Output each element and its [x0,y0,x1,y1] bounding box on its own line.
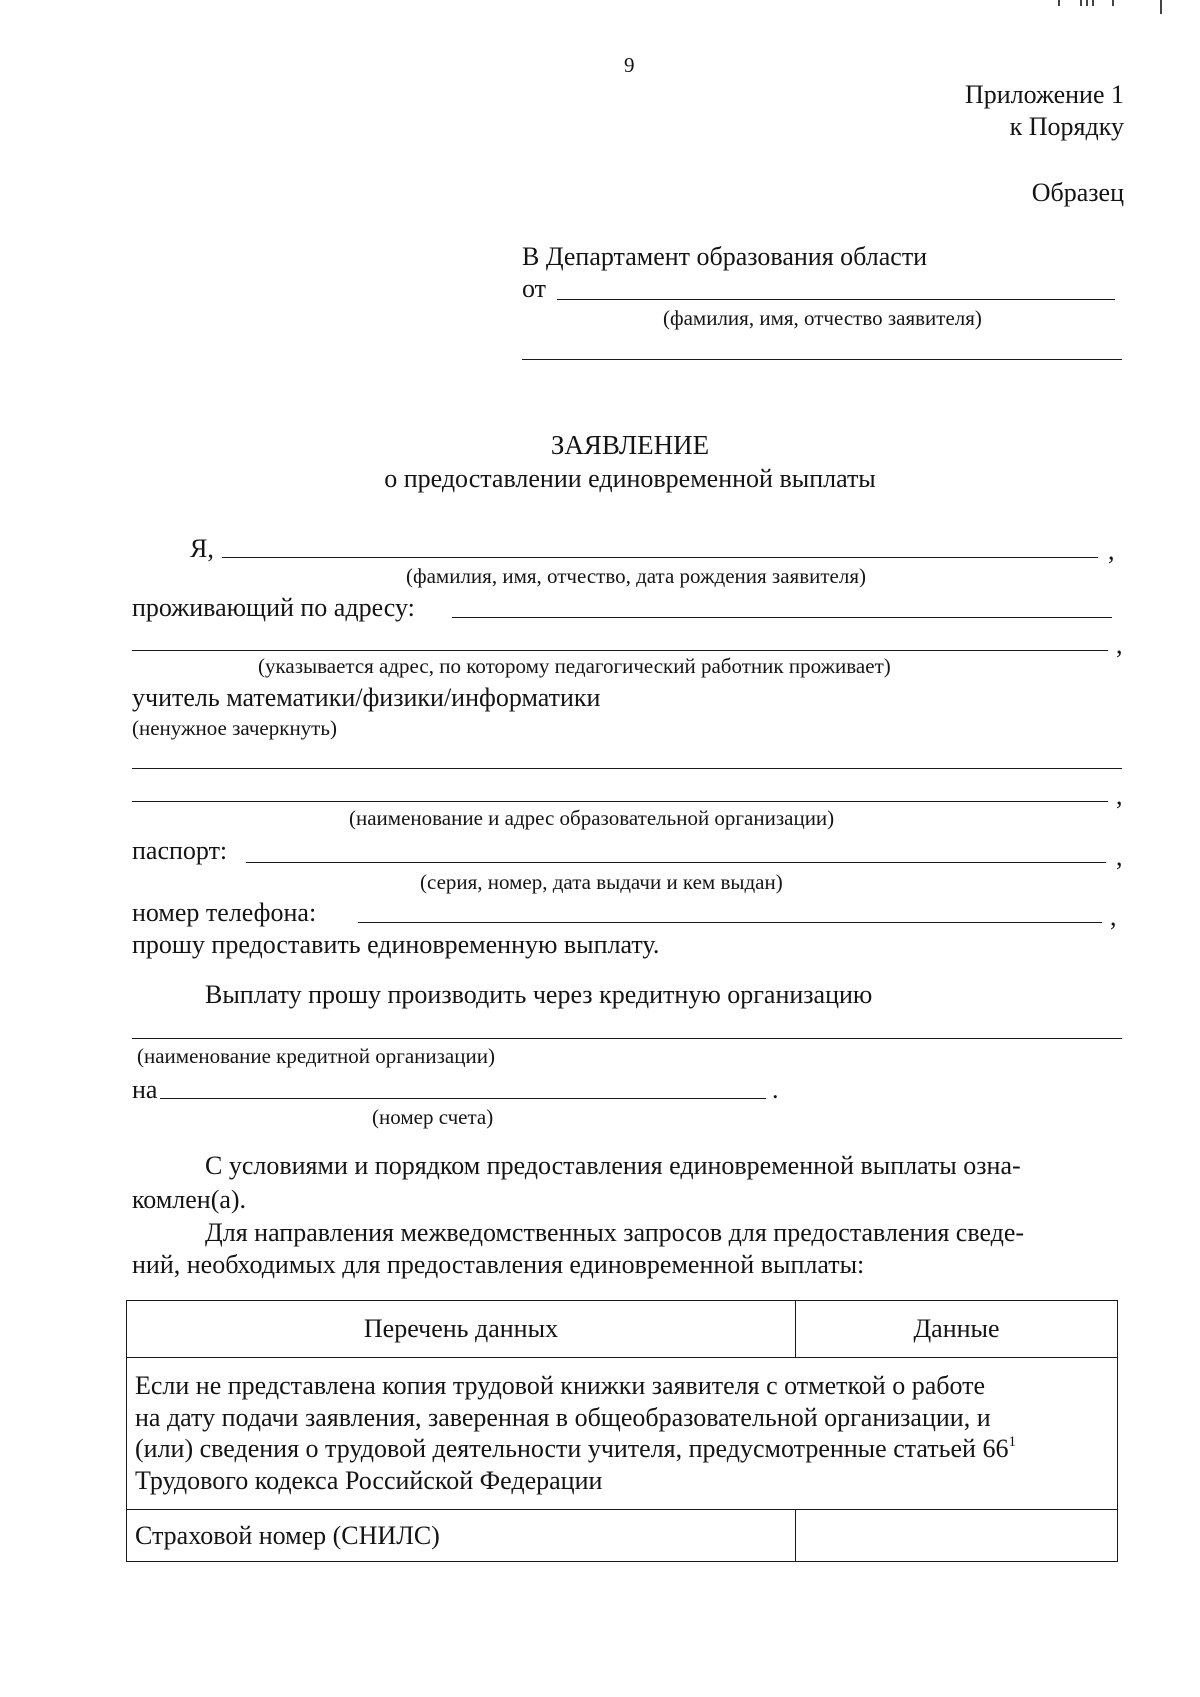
organization-field-2[interactable] [132,801,1108,802]
article-superscript: 1 [1008,1434,1016,1451]
work-record-cell [127,1358,1118,1510]
from-hint: (фамилия, имя, отчество заявителя) [663,306,982,330]
acquainted-line-1: С условиями и порядком предоставления единовременной выплаты озна- [205,1151,1021,1180]
address-hint: (указывается адрес, по которому педагогический работник проживает) [258,654,891,678]
scan-edge-marks [1000,0,1200,8]
on-label: на [132,1075,158,1104]
passport-field[interactable] [246,862,1106,863]
phone-label: номер телефона: [132,898,317,927]
data-table [126,1300,1118,1562]
applicant-name-field[interactable] [222,557,1098,558]
addressee-department: В Департамент образования области [522,242,928,271]
acquainted-line-2: комлен(а). [132,1185,247,1214]
work-record-line-2: на дату подачи заявления, заверенная в общеобразовательной организации, и [135,1402,991,1432]
snils-value-cell[interactable] [796,1509,1118,1561]
from-label: от [522,274,547,303]
document-title: ЗАЯВЛЕНИЕ [550,430,710,460]
organization-comma: , [1116,781,1123,810]
appendix-label: Приложение 1 [964,80,1124,109]
phone-field[interactable] [358,922,1102,923]
bank-hint: (наименование кредитной организации) [137,1044,495,1068]
table-row [127,1509,1118,1561]
column-header-data-list: Перечень данных [127,1301,796,1358]
document-subtitle: о предоставлении единовременной выплаты [384,464,876,493]
organization-field-1[interactable] [132,768,1122,769]
account-hint: (номер счета) [372,1105,494,1129]
work-record-line-4: Трудового кодекса Российской Федерации [135,1466,603,1496]
from-extra-field[interactable] [522,359,1122,360]
address-field-2[interactable] [132,650,1108,651]
passport-label: паспорт: [132,836,228,865]
passport-comma: , [1116,842,1123,871]
payment-through-text: Выплату прошу производить через кредитную организацию [205,980,873,1009]
cross-out-hint: (ненужное зачеркнуть) [132,716,337,740]
work-record-line-1: Если не представлена копия трудовой книжки заявителя с отметкой о работе [135,1371,986,1400]
appendix-to-label: к Порядку [1009,112,1124,141]
address-label: проживающий по адресу: [132,593,415,622]
requests-line-2: ний, необходимых для предоставления единовременной выплаты: [132,1250,865,1279]
snils-label-cell: Страховой номер (СНИЛС) [127,1509,796,1561]
passport-hint: (серия, номер, дата выдачи и кем выдан) [420,870,783,894]
organization-hint: (наименование и адрес образовательной организации) [349,806,835,830]
from-name-field[interactable] [557,299,1115,300]
requests-line-1: Для направления межведомственных запросов для предоставления сведе- [205,1218,1025,1247]
work-record-line-3: (или) сведения о трудовой деятельности учителя, предусмотренные статьей 66 [135,1434,1009,1464]
table-row [127,1358,1118,1510]
table-header-row [127,1301,1118,1358]
account-number-field[interactable] [160,1098,766,1099]
request-text: прошу предоставить единовременную выплату. [132,930,660,959]
name-hint: (фамилия, имя, отчество, дата рождения заявителя) [406,564,866,588]
bank-name-field[interactable] [132,1038,1122,1039]
sample-label: Образец [1031,178,1124,207]
phone-comma: , [1110,902,1117,931]
column-header-data: Данные [796,1301,1118,1358]
account-dot: . [772,1075,779,1104]
i-label: Я, [190,534,214,563]
address-field-1[interactable] [452,617,1112,618]
teacher-subjects: учитель математики/физики/информатики [132,683,601,712]
address-comma: , [1116,630,1123,659]
page-number: 9 [624,53,635,77]
name-comma: , [1108,536,1115,565]
